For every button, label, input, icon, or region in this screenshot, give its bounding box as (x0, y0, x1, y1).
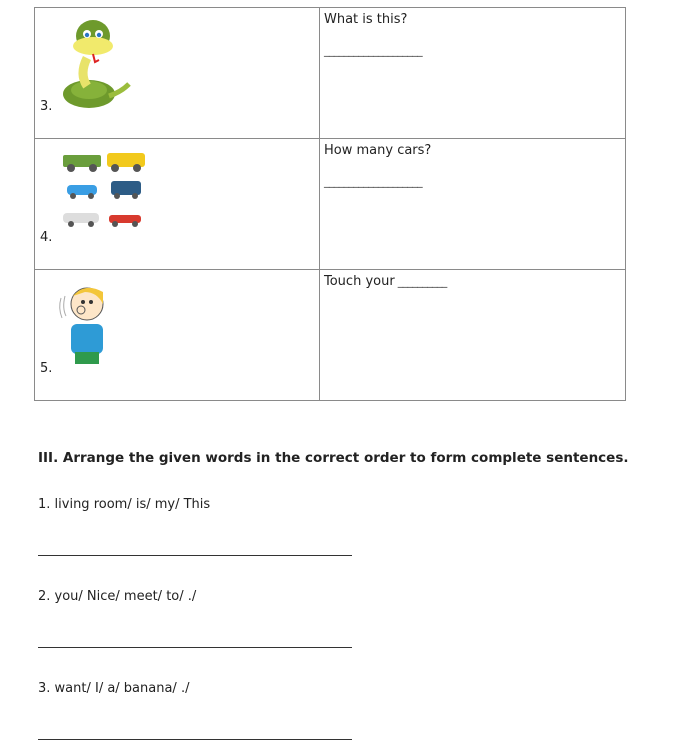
car-icon (63, 155, 101, 172)
picture-cell (35, 8, 320, 139)
question-text: How many cars? (324, 143, 432, 158)
car-icon (63, 213, 99, 227)
table-row (35, 139, 626, 270)
item-number: 5. (40, 361, 53, 376)
car-icon (109, 215, 141, 227)
answer-line[interactable] (38, 555, 352, 556)
car-icon (67, 185, 97, 199)
answer-blank[interactable]: ____________________ (324, 175, 423, 188)
answer-blank[interactable]: ____________________ (324, 44, 423, 57)
question-cell (320, 139, 626, 270)
car-icon (107, 153, 145, 172)
picture-cell (35, 270, 320, 401)
item-number: 4. (40, 230, 53, 245)
item-number: 3. (40, 99, 53, 114)
exercise-prompt: 2. you/ Nice/ meet/ to/ ./ (38, 589, 197, 604)
car-icon (111, 181, 141, 199)
snake-picture (59, 18, 131, 110)
exercise-prompt: 3. want/ I/ a/ banana/ ./ (38, 681, 190, 696)
answer-blank[interactable]: __________ (397, 275, 447, 288)
question-cell (320, 270, 626, 401)
picture-cell (35, 139, 320, 270)
exercise-prompt: 1. living room/ is/ my/ This (38, 497, 211, 512)
exercise-table (34, 7, 626, 401)
boy-touching-nose-picture (57, 280, 119, 368)
question-text (324, 274, 447, 289)
table-row (35, 8, 626, 139)
section-heading: III. Arrange the given words in the correct order to form complete sentences. (38, 450, 629, 466)
question-label: Touch your (324, 274, 395, 289)
cars-picture (61, 149, 147, 235)
answer-line[interactable] (38, 739, 352, 740)
question-cell (320, 8, 626, 139)
answer-line[interactable] (38, 647, 352, 648)
table-row (35, 270, 626, 401)
question-text: What is this? (324, 12, 408, 27)
